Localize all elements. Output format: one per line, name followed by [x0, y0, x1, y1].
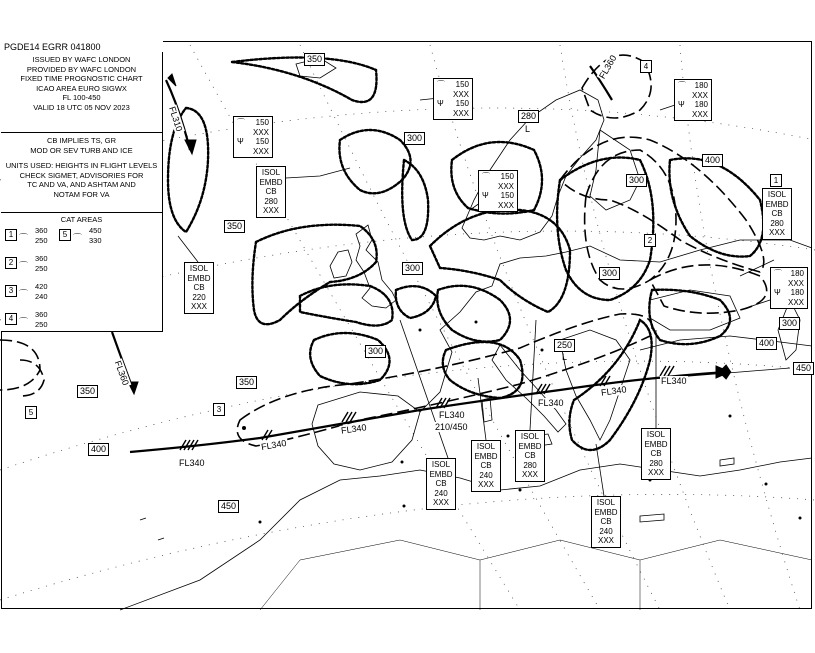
cb-line: XXX [190, 302, 207, 311]
issue-line: ICAO AREA EURO SIGWX [36, 83, 127, 93]
units-note: NOTAM FOR VA [53, 189, 110, 199]
cat-top: 450 [89, 226, 102, 235]
tropopause-height: 450 [218, 500, 239, 513]
icing-line: 150 [255, 137, 269, 146]
cb-line: CB [650, 449, 662, 458]
icing-line: XXX [787, 278, 804, 288]
turbulence-icon: ⌒ [482, 172, 490, 181]
cb-box-italy [515, 430, 545, 482]
cb-box-north-sea [256, 166, 286, 218]
jet-label: FL340 [538, 398, 564, 408]
cb-note: CB IMPLIES TS, GR [46, 136, 117, 145]
tropopause-low: L [562, 352, 568, 362]
cat-number: 1 [5, 229, 17, 241]
turbulence-icon: ⌒ [678, 81, 686, 90]
icing-icon: Ψ [482, 191, 489, 200]
jet-label: FL360 [112, 359, 131, 387]
tropopause-height: 350 [77, 385, 98, 398]
cb-line: 280 [264, 196, 278, 206]
icing-line: XXX [787, 297, 804, 307]
cat-bottom: 240 [35, 292, 48, 301]
cb-box-atlantic [184, 262, 214, 314]
jet-label: FL340 [179, 458, 205, 468]
turbulence-icon: ⌒ [19, 261, 29, 271]
icing-line: 180 [790, 269, 804, 278]
icing-line: XXX [497, 200, 514, 210]
cat-areas-title: CAT AREAS [60, 215, 103, 224]
issue-line: ISSUED BY WAFC LONDON [32, 55, 131, 64]
turbulence-icon: ⌒ [19, 317, 29, 327]
icing-line: 180 [694, 81, 708, 90]
cat-legend [1, 213, 162, 333]
cb-line: XXX [432, 498, 449, 507]
units-note: UNITS USED: HEIGHTS IN FLIGHT LEVELS [5, 161, 158, 170]
icing-icon: Ψ [237, 137, 244, 146]
cat-area-number: 3 [213, 403, 225, 416]
cb-line: CB [435, 479, 447, 488]
cb-line: ISOL [767, 190, 787, 199]
icing-box-norway [433, 78, 473, 120]
cb-line: EMBD [187, 273, 211, 283]
cb-line: 220 [192, 292, 206, 302]
cb-line: CB [193, 283, 205, 292]
cb-line: 240 [434, 488, 448, 498]
tropopause-height: 300 [626, 174, 647, 187]
cb-line: ISOL [646, 430, 666, 439]
icing-line: 180 [790, 288, 804, 297]
cat-number: 5 [59, 229, 71, 241]
notes-section [1, 133, 162, 213]
cb-line: CB [600, 517, 612, 526]
tropopause-height: 300 [365, 345, 386, 358]
cat-bottom: 330 [89, 236, 102, 245]
icing-line: XXX [452, 89, 469, 99]
cb-note: MOD OR SEV TURB AND ICE [30, 145, 133, 155]
cb-line: EMBD [765, 199, 789, 209]
cb-line: 280 [770, 218, 784, 228]
tropopause-height: 450 [793, 362, 814, 375]
icing-box-caspian [770, 267, 808, 309]
icing-line: XXX [252, 127, 269, 137]
issue-section [1, 52, 162, 133]
turbulence-icon: ⌒ [437, 80, 445, 89]
cb-line: ISOL [520, 432, 540, 441]
cb-line: CB [771, 209, 783, 218]
icing-line: 150 [500, 191, 514, 200]
cat-top: 360 [35, 226, 48, 235]
chart-id: PGDE14 EGRR 041800 [1, 41, 163, 53]
cb-line: XXX [477, 480, 494, 489]
icing-line: XXX [252, 146, 269, 156]
jet-label: FL310 [167, 105, 185, 133]
icing-box-atlantic [233, 116, 273, 158]
cb-line: XXX [262, 206, 279, 215]
issue-line: VALID 18 UTC 05 NOV 2023 [33, 102, 130, 112]
cb-line: XXX [768, 228, 785, 237]
cat-area-number: 1 [770, 174, 782, 187]
jet-label: FL340 [340, 422, 368, 436]
turbulence-icon: ⌒ [73, 233, 83, 243]
turbulence-icon: ⌒ [19, 233, 29, 243]
icing-line: 150 [455, 80, 469, 89]
cat-number: 4 [5, 313, 17, 325]
units-note: TC AND VA, AND ASHTAM AND [27, 180, 136, 189]
cb-line: EMBD [259, 177, 283, 187]
cat-area-number: 4 [640, 60, 652, 73]
issue-line: PROVIDED BY WAFC LONDON [26, 64, 137, 74]
cb-line: EMBD [429, 469, 453, 479]
cb-line: ISOL [261, 168, 281, 177]
cb-line: ISOL [189, 264, 209, 273]
cat-number: 2 [5, 257, 17, 269]
icing-icon: Ψ [774, 288, 781, 297]
cb-line: ISOL [596, 498, 616, 507]
cb-box-east [762, 188, 792, 240]
info-panel [1, 52, 163, 332]
turbulence-icon: ⌒ [237, 118, 245, 127]
icing-icon: Ψ [437, 99, 444, 108]
cb-line: ISOL [431, 460, 451, 469]
cat-top: 420 [35, 282, 48, 291]
cb-line: XXX [597, 536, 614, 545]
icing-box-russia [674, 79, 712, 121]
turbulence-icon: ⌒ [774, 269, 782, 278]
cb-line: EMBD [644, 439, 668, 449]
jet-label: FL360 [597, 53, 619, 81]
cat-bottom: 250 [35, 236, 48, 245]
cat-top: 360 [35, 254, 48, 263]
tropopause-height: 350 [236, 376, 257, 389]
cat-area-number: 2 [644, 234, 656, 247]
cb-line: EMBD [474, 451, 498, 461]
jet-label: FL340 [600, 384, 628, 398]
tropopause-height: 400 [702, 154, 723, 167]
icing-line: 150 [255, 118, 269, 127]
cb-box-iberia [426, 458, 456, 510]
icing-line: 180 [694, 100, 708, 109]
jet-label: FL340 [439, 410, 465, 420]
cb-line: EMBD [594, 507, 618, 517]
cat-number: 3 [5, 285, 17, 297]
tropopause-height: 300 [404, 132, 425, 145]
cb-line: ISOL [476, 442, 496, 451]
units-note: CHECK SIGMET, ADVISORIES FOR [19, 170, 144, 180]
turbulence-icon: ⌒ [19, 289, 29, 299]
cb-box-greece [591, 496, 621, 548]
icing-line: XXX [691, 90, 708, 100]
icing-line: 150 [455, 99, 469, 108]
cb-line: EMBD [518, 441, 542, 451]
jet-label: FL340 [260, 437, 288, 453]
issue-line: FL 100-450 [62, 93, 101, 102]
icing-line: 150 [500, 172, 514, 181]
cb-line: XXX [521, 470, 538, 479]
cb-line: CB [265, 187, 277, 196]
cb-line: 240 [599, 526, 613, 536]
tropopause-height: 350 [224, 220, 245, 233]
cb-line: 280 [523, 460, 537, 470]
icing-line: XXX [497, 181, 514, 191]
tropopause-low: L [525, 124, 531, 134]
tropopause-height: 250 [554, 339, 575, 352]
cat-area-number: 5 [25, 406, 37, 419]
tropopause-height: 400 [756, 337, 777, 350]
tropopause-height: 400 [88, 443, 109, 456]
cb-line: CB [524, 451, 536, 460]
jet-label: FL340 [661, 376, 687, 386]
cb-box-sardinia [471, 440, 501, 492]
issue-line: FIXED TIME PROGNOSTIC CHART [20, 74, 143, 83]
tropopause-height: 350 [304, 53, 325, 66]
cat-bottom: 250 [35, 320, 48, 329]
cat-top: 360 [35, 310, 48, 319]
tropopause-height: 300 [599, 267, 620, 280]
icing-line: XXX [691, 109, 708, 119]
cb-line: XXX [647, 468, 664, 477]
cat-bottom: 250 [35, 264, 48, 273]
icing-icon: Ψ [678, 100, 685, 109]
cb-line: 240 [479, 470, 493, 480]
cb-line: CB [480, 461, 492, 470]
cb-box-aegean [641, 428, 671, 480]
cb-line: 280 [649, 458, 663, 468]
icing-line: XXX [452, 108, 469, 118]
icing-box-baltic [478, 170, 518, 212]
tropopause-height: 280 [518, 110, 539, 123]
tropopause-height: 300 [402, 262, 423, 275]
tropopause-height: 300 [779, 317, 800, 330]
jet-depth: 210/450 [435, 422, 468, 432]
